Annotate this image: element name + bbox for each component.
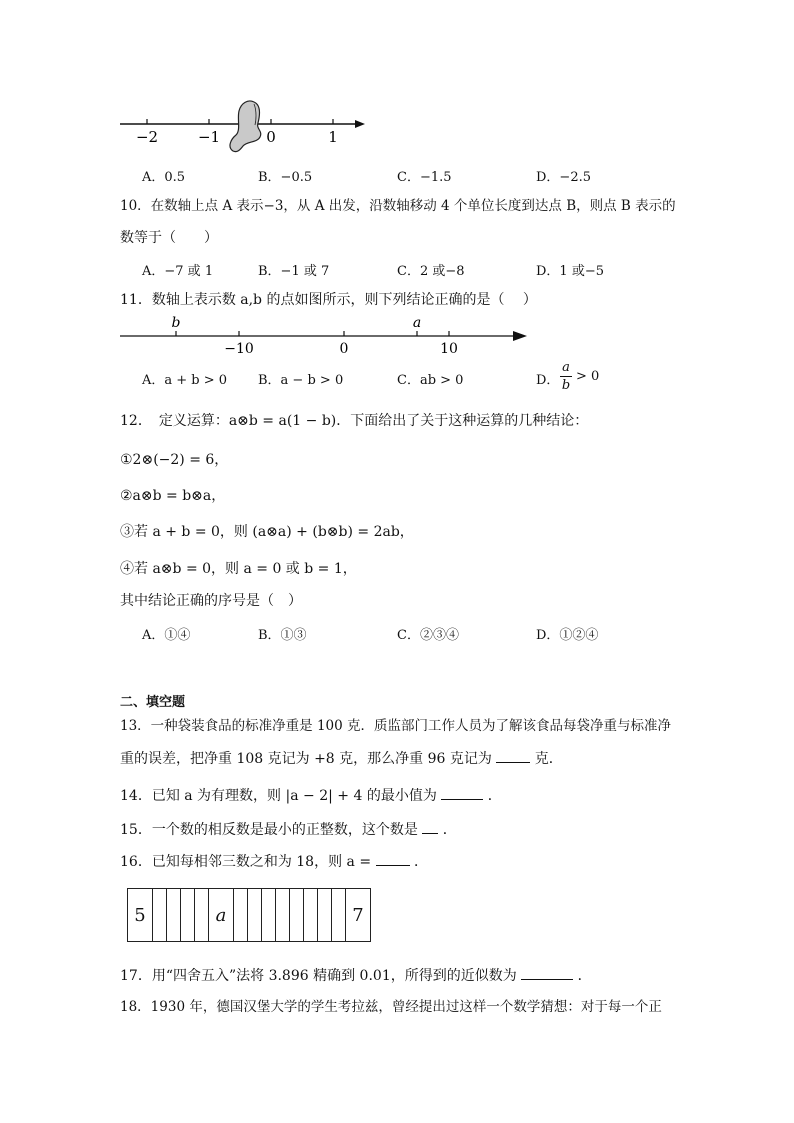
q11-tick-label: −10	[224, 341, 254, 357]
q11-number-line	[115, 310, 535, 358]
q12-option-a: A．①④	[142, 628, 191, 643]
q12-option-b: B．①③	[258, 628, 307, 643]
q10-option-b: B．−1 或 7	[258, 264, 330, 279]
q9-tick-label: 0	[266, 128, 276, 146]
q17-line	[120, 965, 592, 986]
q9-tick-label: −1	[197, 128, 221, 146]
grid-cell	[234, 889, 248, 942]
q10-option-c: C．2 或−8	[397, 264, 465, 279]
q14-end: ．	[487, 788, 502, 804]
q12-conclusion-1: ①2⊗(−2) = 6，	[120, 452, 229, 468]
q12-conclusion-3: ③若 a + b = 0，则 (a⊗a) + (b⊗b) = 2ab，	[120, 524, 414, 540]
ink-blot-icon	[230, 101, 261, 152]
grid-cell	[167, 889, 181, 942]
grid-cell	[262, 889, 276, 942]
q14-answer-blank[interactable]	[441, 785, 483, 800]
q9-option-b: B．−0.5	[258, 170, 313, 185]
q15-stem: 15．一个数的相反数是最小的正整数，这个数是	[120, 822, 418, 838]
q17-answer-blank[interactable]	[521, 965, 573, 980]
q11-option-d-numerator: a	[562, 360, 570, 375]
grid-cell	[332, 889, 346, 942]
q13-answer-blank[interactable]	[496, 748, 530, 763]
grid-cell	[304, 889, 318, 942]
q12-conclusion-4: ④若 a⊗b = 0，则 a = 0 或 b = 1，	[120, 561, 357, 577]
q10-option-d: D．1 或−5	[536, 264, 604, 279]
q17-stem: 17．用“四舍五入”法将 3.896 精确到 0.01，所得到的近似数为	[120, 968, 517, 984]
q16-end: ．	[413, 854, 428, 870]
q9-tick-label: 1	[328, 128, 338, 146]
grid-cell	[181, 889, 195, 942]
q11-tick-label: 10	[440, 341, 458, 357]
grid-cell	[276, 889, 290, 942]
q9-tick-label: −2	[135, 128, 159, 146]
q13-line2-end: 克．	[534, 751, 563, 767]
q13-stem-line1: 13．一种袋装食品的标准净重是 100 克．质监部门工作人员为了解该食品每袋净重与标准净	[120, 718, 672, 734]
grid-cell	[290, 889, 304, 942]
q11-option-d-fraction-bar	[560, 376, 572, 377]
q9-axis-arrow	[355, 120, 365, 128]
q12-option-c: C．②③④	[397, 628, 459, 643]
q15-end: ．	[442, 822, 457, 838]
q12-conclusion-2: ②a⊗b = b⊗a，	[120, 488, 226, 504]
q16-stem: 16．已知每相邻三数之和为 18，则 a =	[120, 854, 372, 870]
grid-cell: 5	[128, 889, 153, 942]
q12-ask: 其中结论正确的序号是（ ）	[120, 593, 302, 609]
grid-cell	[153, 889, 167, 942]
q9-option-a: A．0.5	[142, 170, 186, 185]
q11-option-c: C．ab > 0	[397, 373, 464, 388]
q11-option-d-letter: D．	[536, 373, 560, 388]
q11-option-a: A．a + b > 0	[142, 373, 228, 388]
grid-cell: 7	[346, 889, 371, 942]
q9-option-d: D．−2.5	[536, 170, 591, 185]
grid-cell	[248, 889, 262, 942]
q15-answer-blank[interactable]	[422, 819, 438, 834]
q12-option-d: D．①②④	[536, 628, 599, 643]
q13-line2-text: 重的误差，把净重 108 克记为 +8 克，那么净重 96 克记为	[120, 751, 492, 767]
section-title: 二、填空题	[120, 695, 186, 710]
q11-point-label-b: b	[171, 315, 181, 331]
q17-end: ．	[577, 968, 592, 984]
q9-option-c: C．−1.5	[397, 170, 452, 185]
q13-stem-line2	[120, 748, 563, 769]
q10-option-a: A．−7 或 1	[142, 264, 214, 279]
q11-stem: 11．数轴上表示数 a,b 的点如图所示，则下列结论正确的是（ ）	[120, 292, 537, 308]
q16-answer-blank[interactable]	[376, 851, 410, 866]
q10-stem-line2: 数等于（ ）	[120, 230, 218, 246]
q14-stem: 14．已知 a 为有理数，则 |a − 2| + 4 的最小值为	[120, 788, 437, 804]
q11-option-d-denominator: b	[561, 378, 571, 393]
q11-tick-label: 0	[339, 341, 349, 357]
q9-number-line	[115, 95, 375, 155]
q14-line	[120, 785, 502, 806]
q11-option-d-rest: > 0	[576, 369, 600, 384]
grid-cell: a	[209, 889, 234, 942]
q11-point-label-a: a	[412, 315, 422, 331]
q11-option-b: B．a − b > 0	[258, 373, 344, 388]
q10-stem-line1: 10．在数轴上点 A 表示−3，从 A 出发，沿数轴移动 4 个单位长度到达点 B，则点 B 表示的	[120, 198, 676, 214]
q16-number-grid	[127, 888, 371, 942]
q16-line	[120, 851, 428, 872]
q18-stem-line1: 18．1930 年，德国汉堡大学的学生考拉兹，曾经提出过这样一个数学猜想：对于每一个正	[120, 999, 662, 1015]
q11-axis-arrow	[513, 331, 527, 341]
grid-cell	[195, 889, 209, 942]
q12-stem: 12． 定义运算：a⊗b = a(1 − b)．下面给出了关于这种运算的几种结论：	[120, 413, 589, 429]
grid-cell	[318, 889, 332, 942]
q15-line	[120, 819, 457, 840]
